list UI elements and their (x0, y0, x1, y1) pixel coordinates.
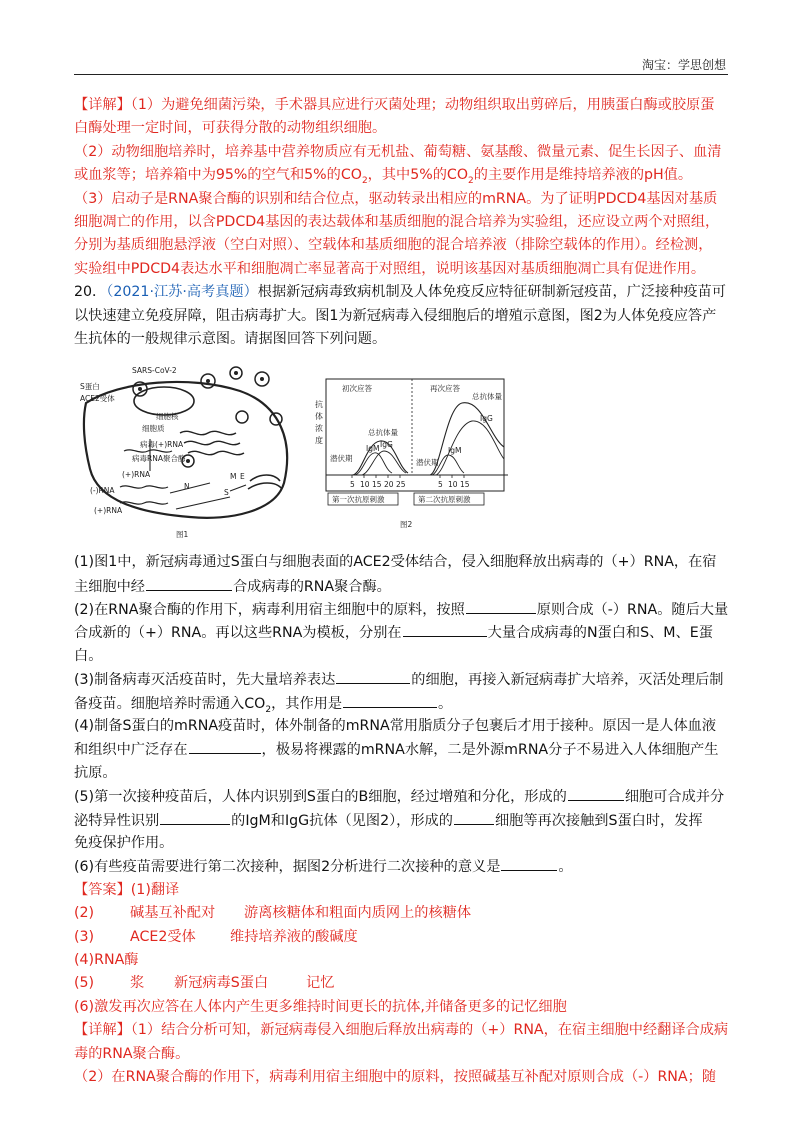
q2-text-a: (2)在RNA聚合酶的作用下，病毒利用宿主细胞中的原料，按照 (74, 602, 465, 619)
answer-5-num: (5) (74, 975, 95, 992)
q3-text-c: 备疫苗。细胞培养时需通入CO (74, 695, 266, 712)
fig1-label-s-protein: S蛋白 (80, 382, 100, 392)
fig1-label-viral-rna: 病毒(+)RNA (140, 440, 184, 450)
prev-detail-line-1 (74, 94, 728, 117)
figure-1-virus-replication (80, 361, 306, 541)
answer-line-4: (4)RNA酶 (74, 951, 139, 968)
answer-3-b: 维持培养液的酸碱度 (230, 928, 358, 945)
fig2-stim-2: 第二次抗原刺激 (418, 495, 471, 505)
fig2-tick-20: 20 (384, 480, 394, 490)
fig2-latent-2: 潜伏期 (416, 458, 439, 468)
detail-line-2: 毒的RNA聚合酶。 (74, 1045, 190, 1062)
answer-3-num: (3) (74, 928, 95, 945)
fig2-tick-5: 5 (350, 480, 355, 490)
prev-detail-line-7: 分别为基质细胞悬浮液（空白对照）、空载体和基质细胞的混合培养液（排除空载体的作用）。经检测， (74, 237, 713, 254)
detail-tag-2: 【详解】 (74, 1022, 131, 1039)
fig1-caption: 图1 (176, 530, 189, 540)
prev-detail-text-1: （1）为避免细菌污染，手术器具应进行灭菌处理；动物组织取出剪碎后，用胰蛋白酶或胶原蛋 (130, 97, 715, 113)
q1-text-a: 主细胞中经 (74, 578, 145, 595)
fig2-igg-curve-2 (436, 421, 504, 475)
q1-blank[interactable] (146, 575, 232, 591)
fig1-label-virus: SARS-CoV-2 (132, 366, 177, 376)
prev-detail-line-6: 细胞凋亡的作用，以含PDCD4基因的表达载体和基质细胞的混合培养为实验组，还应设立两个对照组， (74, 213, 720, 230)
fig2-second-response: 再次应答 (430, 384, 460, 394)
q3-text-e: 。 (438, 695, 453, 712)
subscript-2: 2 (361, 176, 368, 186)
answer-2-a: 碱基互补配对 (130, 905, 216, 922)
q2-text-d: 大量合成病毒的N蛋白和S、M、E蛋 (487, 625, 713, 642)
fig1-label-ace2: ACE2受体 (80, 394, 115, 404)
fig1-label-plus-rna-2: (+)RNA (94, 506, 123, 516)
fig2-igg-1: IgG (380, 440, 393, 450)
fig1-label-minus-rna: (-)RNA (90, 486, 115, 496)
answer-5-b: 新冠病毒S蛋白 (174, 975, 269, 992)
answer-line-1 (74, 879, 728, 902)
answer-3-a: ACE2受体 (130, 928, 196, 945)
q5-blank-1[interactable] (568, 785, 624, 801)
q3-text-a: (3)制备病毒灭活疫苗时，先大量培养表达 (74, 672, 336, 689)
prev-detail-line-5: （3）启动子是RNA聚合酶的识别和结合位点，驱动转录出相应的mRNA。为了证明PDCD4基因对基质 (74, 190, 718, 207)
fig2-igg-2: IgG (480, 414, 493, 424)
q2-blank-2[interactable] (403, 621, 487, 637)
answer-2-num: (2) (74, 905, 95, 922)
page-header (74, 56, 728, 75)
fig1-label-nucleus: 细胞核 (156, 412, 179, 422)
q4-line-3: 抗原。 (74, 764, 117, 781)
fig2-ylabel-3: 浓 (315, 424, 323, 434)
figure-2-antibody-response (312, 377, 542, 537)
q3-line-1 (74, 668, 728, 691)
question-20-line-3: 生抗体的一般规律示意图。请据图回答下列问题。 (74, 330, 387, 347)
detail-text-1: （1）结合分析可知，新冠病毒侵入细胞后释放出病毒的（+）RNA，在宿主细胞中经翻译合成病 (130, 1022, 728, 1039)
q3-blank-1[interactable] (336, 668, 410, 684)
fig2-tick-5b: 5 (438, 480, 443, 490)
answer-5-c: 记忆 (306, 975, 335, 992)
answer-tag: 【答案】 (74, 881, 131, 898)
fig1-label-rdrp: 病毒RNA聚合酶 (132, 454, 186, 464)
answer-line-3 (74, 926, 728, 949)
prev-detail-line-4 (74, 164, 728, 187)
question-20-text-1: 根据新冠病毒致病机制及人体免疫反应特征研制新冠疫苗，广泛接种疫苗可 (257, 284, 726, 301)
q5-text-c: 泌特异性识别 (74, 812, 160, 829)
q1-line-1: (1)图1中，新冠病毒通过S蛋白与细胞表面的ACE2受体结合，侵入细胞释放出病毒的（+）RNA，在宿 (74, 554, 717, 571)
prev-detail-line-8: 实验组中PDCD4表达水平和细胞凋亡率显著高于对照组，说明该基因对基质细胞凋亡具有促进作用。 (74, 260, 706, 277)
fig2-ylabel-4: 度 (315, 436, 323, 446)
detail-line-1 (74, 1019, 728, 1042)
q2-text-b: 原则合成（-）RNA。随后大量 (536, 602, 728, 619)
q2-line-3: 白。 (74, 647, 103, 664)
q5-line-3: 免疫保护作用。 (74, 834, 174, 851)
answer-line-2 (74, 902, 728, 925)
fig2-tick-15: 15 (372, 480, 382, 490)
fig1-label-plus-rna: (+)RNA (122, 470, 151, 480)
q6-text-b: 。 (558, 859, 573, 876)
q3-blank-2[interactable] (343, 692, 437, 708)
prev-detail-text-4a: 或血浆等；培养箱中为95%的空气和5%的CO (74, 167, 362, 184)
fig2-stim-1: 第一次抗原刺激 (332, 495, 385, 505)
fig2-tick-10b: 10 (448, 480, 458, 490)
header-source-text: 淘宝：学思创想 (641, 58, 726, 72)
prev-detail-text-4b: ，其中5%的CO (367, 167, 469, 184)
fig2-latent-1: 潜伏期 (330, 454, 353, 464)
q4-line-2 (74, 738, 728, 761)
answer-line-5 (74, 972, 728, 995)
fig2-igm-1: IgM (366, 444, 380, 454)
fig2-tick-15b: 15 (460, 480, 470, 490)
q3-text-b: 的细胞，再接入新冠病毒扩大培养，灭活处理后制 (411, 672, 724, 689)
fig1-label-e: E (240, 472, 245, 482)
figures-row (74, 361, 728, 543)
q3-text-d: ，其作用是 (271, 695, 343, 712)
fig2-igm-curve-1 (354, 453, 392, 475)
q5-line-1 (74, 785, 728, 808)
fig2-caption: 图2 (400, 520, 413, 530)
q1-line-2 (74, 575, 728, 598)
q5-text-d: 的IgM和IgG抗体（见图2），形成的 (231, 812, 453, 829)
q5-text-e: 细胞等再次接触到S蛋白时，发挥 (494, 812, 703, 829)
q6-blank[interactable] (501, 855, 557, 871)
detail-line-3: （2）在RNA聚合酶的作用下，病毒利用宿主细胞中的原料，按照碱基互补配对原则合成（-）RNA；随 (74, 1068, 717, 1085)
prev-detail-line-2: 白酶处理一定时间，可获得分散的动物组织细胞。 (74, 120, 387, 137)
document-body (74, 94, 728, 1089)
q4-blank[interactable] (189, 738, 261, 754)
q2-line-2 (74, 621, 728, 644)
q4-text-a: 和组织中广泛存在 (74, 742, 188, 759)
q6-text-a: (6)有些疫苗需要进行第二次接种，据图2分析进行二次接种的意义是 (74, 859, 501, 876)
prev-detail-line-3: （2）动物细胞培养时，培养基中营养物质应有无机盐、葡萄糖、氨基酸、微量元素、促生长因子、血清 (74, 143, 722, 160)
q2-text-c: 合成新的（+）RNA。再以这些RNA为模板，分别在 (74, 625, 402, 642)
subscript-2: 2 (468, 176, 474, 186)
q6-line-1 (74, 855, 728, 878)
prev-detail-text-4c: 的主要作用是维持培养液的pH值。 (473, 167, 693, 184)
q3-line-2 (74, 692, 728, 715)
question-20-line-2: 以快速建立免疫屏障，阻击病毒扩大。图1为新冠病毒入侵细胞后的增殖示意图，图2为人体免疫应答产 (74, 307, 717, 324)
q5-text-a: (5)第一次接种疫苗后，人体内识别到S蛋白的B细胞，经过增殖和分化，形成的 (74, 789, 567, 806)
q5-blank-2[interactable] (160, 809, 230, 825)
answer-2-b: 游离核糖体和粗面内质网上的核糖体 (244, 905, 472, 922)
fig2-tick-10: 10 (360, 480, 370, 490)
q2-line-1 (74, 598, 728, 621)
fig2-total-antibody-label-1: 总抗体量 (368, 428, 398, 438)
detail-tag: 【详解】 (74, 97, 131, 113)
fig2-igm-2: IgM (448, 446, 462, 456)
fig2-first-response: 初次应答 (342, 384, 372, 394)
answer-5-a: 浆 (130, 975, 145, 992)
fig1-label-cytoplasm: 细胞质 (142, 424, 165, 434)
answer-line-6: (6)激发再次应答在人体内产生更多维持时间更长的抗体,并储备更多的记忆细胞 (74, 998, 567, 1015)
fig2-ylabel-1: 抗 (315, 400, 323, 410)
subscript-2: 2 (265, 704, 272, 715)
fig1-label-s: S (224, 488, 229, 498)
fig1-label-m: M (230, 472, 237, 482)
q1-text-b: 合成病毒的RNA聚合酶。 (232, 578, 391, 595)
fig1-label-n: N (184, 482, 190, 492)
question-source: （2021·江苏·高考真题） (106, 284, 258, 301)
q2-blank-1[interactable] (466, 598, 536, 614)
fig2-total-antibody-label-2: 总抗体量 (472, 392, 502, 402)
fig2-tick-25: 25 (396, 480, 406, 490)
q5-blank-3[interactable] (454, 809, 494, 825)
q5-line-2 (74, 809, 728, 832)
q4-text-b: ，极易将裸露的mRNA水解，二是外源mRNA分子不易进入人体细胞产生 (261, 742, 719, 759)
fig2-ylabel-2: 体 (315, 412, 323, 422)
q4-line-1: (4)制备S蛋白的mRNA疫苗时，体外制备的mRNA常用脂质分子包裹后才用于接种。原因一是人体血液 (74, 718, 717, 735)
q5-text-b: 细胞可合成并分 (624, 789, 725, 806)
question-20-line-1 (74, 281, 728, 304)
answer-1: (1)翻译 (130, 881, 180, 898)
question-number: 20． (74, 284, 107, 301)
